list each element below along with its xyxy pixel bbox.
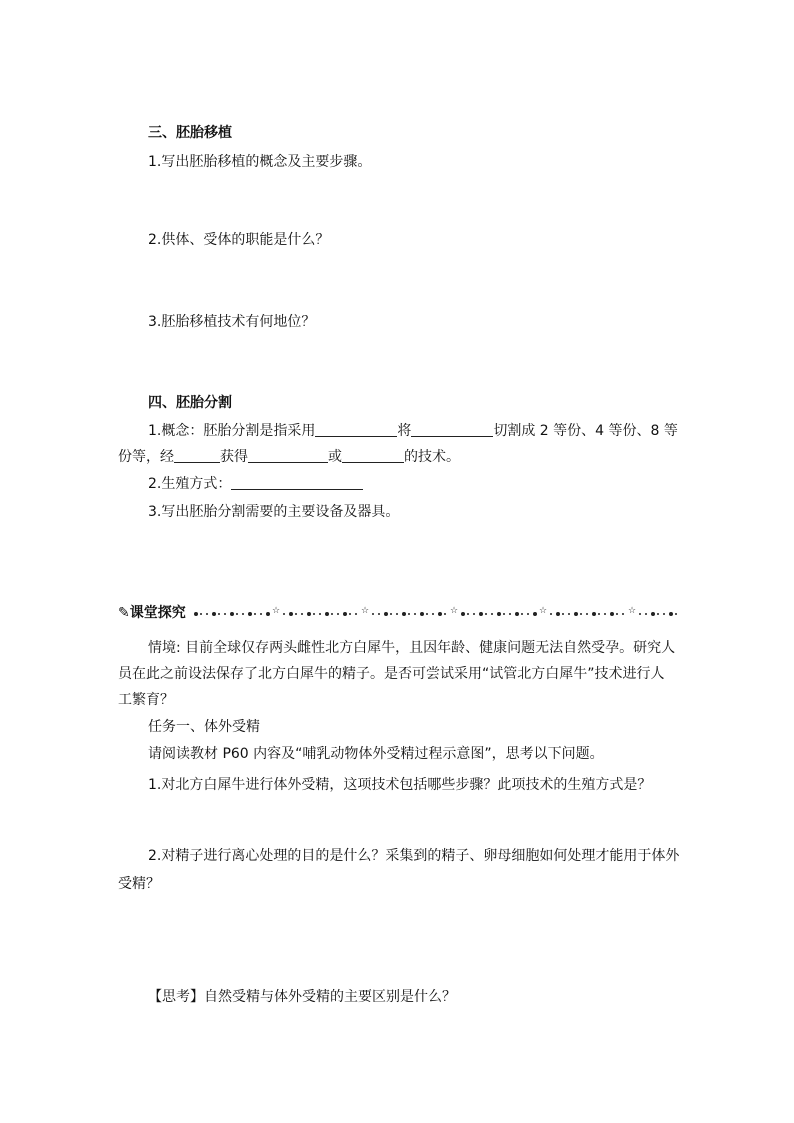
rule-dot-small <box>562 613 564 615</box>
rule-dot-small <box>200 613 202 615</box>
concept-text-a: 1.概念：胚胎分割是指采用 <box>148 423 316 439</box>
rule-dot-small <box>337 613 339 615</box>
rule-dot-small <box>491 613 493 615</box>
rule-dot-small <box>426 613 428 615</box>
concept-text-e: 获得 <box>220 449 248 465</box>
rule-dot-small <box>206 613 208 615</box>
concept-text-d: 份等，经 <box>118 449 174 465</box>
fill-blank-5[interactable] <box>342 448 404 463</box>
rule-dot-small <box>616 613 618 615</box>
rule-dot-small <box>331 613 333 615</box>
rule-dot <box>384 612 388 616</box>
rule-dot <box>574 612 578 616</box>
task-question-2-line-2: 受精？ <box>118 876 160 892</box>
question-1: 1.写出胚胎移植的概念及主要步骤。 <box>148 154 372 170</box>
scenario-line-1: 情境: 目前全球仅存两头雌性北方白犀牛，且因年龄、健康问题无法自然受孕。研究人 <box>148 640 676 656</box>
rule-dot-small <box>408 613 410 615</box>
rule-dot-small <box>301 613 303 615</box>
section-heading-embryo-splitting: 四、胚胎分割 <box>148 395 232 411</box>
rule-dot <box>420 612 424 616</box>
rule-dot-small <box>236 613 238 615</box>
section-heading-embryo-transfer: 三、胚胎移植 <box>148 125 232 141</box>
rule-dot-small <box>319 613 321 615</box>
rule-dot <box>343 612 347 616</box>
rule-dot-small <box>313 613 315 615</box>
scenario-line-2: 员在此之前设法保存了北方白犀牛的精子。是否可尝试采用“试管北方白犀牛”技术进行人 <box>118 666 665 682</box>
rule-dot-small <box>218 613 220 615</box>
concept-text-g: 的技术。 <box>404 449 460 465</box>
section-separator <box>118 604 678 624</box>
rule-dot-small <box>580 613 582 615</box>
rule-dot-small <box>414 613 416 615</box>
rule-dot-small <box>645 613 647 615</box>
rule-dot-small <box>260 613 262 615</box>
rule-dot <box>212 612 216 616</box>
rule-dot-small <box>372 613 374 615</box>
question-2: 2.供体、受体的职能是什么？ <box>148 232 330 248</box>
rule-dot-small <box>444 613 446 615</box>
star-icon: ☆ <box>272 606 281 616</box>
rule-dot <box>325 612 329 616</box>
question-3: 3.胚胎移植技术有何地位？ <box>148 314 316 330</box>
rule-dot-small <box>355 613 357 615</box>
concept-text-b: 将 <box>397 423 412 439</box>
rule-dot <box>610 612 614 616</box>
rule-dot <box>230 612 234 616</box>
rule-dot <box>556 612 560 616</box>
rule-dot-small <box>586 613 588 615</box>
rule-dot <box>248 612 252 616</box>
pen-icon: ✎ <box>118 605 130 621</box>
rule-dot-small <box>396 613 398 615</box>
concept-text-c: 切割成 2 等份、4 等份、8 等 <box>493 423 678 439</box>
rule-dot <box>461 612 465 616</box>
rule-dot <box>307 612 311 616</box>
rule-dot <box>402 612 406 616</box>
rule-dot-small <box>254 613 256 615</box>
rule-dot-small <box>521 613 523 615</box>
rule-dot-small <box>283 613 285 615</box>
explore-title-text: 课堂探究 <box>129 605 186 621</box>
star-icon: ☆ <box>450 606 459 616</box>
rule-dot-small <box>598 613 600 615</box>
think-prompt: 【思考】自然受精与体外受精的主要区别是什么？ <box>148 989 456 1005</box>
rule-dot-small <box>509 613 511 615</box>
rule-dot-small <box>224 613 226 615</box>
rule-dot-small <box>390 613 392 615</box>
star-icon: ☆ <box>361 606 370 616</box>
task-heading: 任务一、体外受精 <box>148 719 260 735</box>
fill-blank-1[interactable] <box>315 422 397 437</box>
rule-dot <box>266 612 270 616</box>
rule-dot <box>592 612 596 616</box>
concept-line-2 <box>118 447 460 467</box>
task-question-1: 1.对北方白犀牛进行体外受精，这项技术包括哪些步骤？此项技术的生殖方式是？ <box>148 777 652 793</box>
rule-dot-small <box>242 613 244 615</box>
reading-instruction: 请阅读教材 P60 内容及“哺乳动物体外受精过程示意图”，思考以下问题。 <box>148 746 604 762</box>
rule-dot-small <box>568 613 570 615</box>
fill-blank-6[interactable] <box>231 475 363 490</box>
rule-dot-small <box>604 613 606 615</box>
rule-dot-small <box>349 613 351 615</box>
rule-dot <box>479 612 483 616</box>
fill-blank-2[interactable] <box>411 422 493 437</box>
star-icon: ☆ <box>628 606 637 616</box>
concept-text-f: 或 <box>328 449 342 465</box>
question-equipment: 3.写出胚胎分割需要的主要设备及器具。 <box>148 504 400 520</box>
rule-dot <box>194 612 198 616</box>
rule-dot-small <box>527 613 529 615</box>
rule-dot-small <box>657 613 659 615</box>
rule-dot-small <box>378 613 380 615</box>
rule-dot-small <box>473 613 475 615</box>
reproduction-mode-label: 2.生殖方式： <box>148 476 232 492</box>
rule-dot-small <box>467 613 469 615</box>
rule-dot-small <box>295 613 297 615</box>
rule-dot <box>533 612 537 616</box>
explore-title <box>118 604 186 622</box>
fill-blank-3[interactable] <box>174 448 220 463</box>
rule-dot-small <box>503 613 505 615</box>
rule-dot-small <box>663 613 665 615</box>
rule-dot <box>497 612 501 616</box>
rule-dot-small <box>550 613 552 615</box>
rule-dot-small <box>622 613 624 615</box>
scenario-line-3: 工繁育？ <box>118 692 174 708</box>
dotted-rule <box>194 606 676 616</box>
fill-blank-4[interactable] <box>248 448 328 463</box>
rule-dot-small <box>432 613 434 615</box>
rule-dot-small <box>675 613 677 615</box>
rule-dot <box>651 612 655 616</box>
task-question-2-line-1: 2.对精子进行离心处理的目的是什么？采集到的精子、卵母细胞如何处理才能用于体外 <box>148 848 680 864</box>
rule-dot <box>289 612 293 616</box>
rule-dot <box>515 612 519 616</box>
rule-dot <box>438 612 442 616</box>
concept-line-1 <box>148 421 678 441</box>
star-icon: ☆ <box>539 606 548 616</box>
rule-dot-small <box>639 613 641 615</box>
reproduction-mode-line <box>148 474 363 494</box>
rule-dot-small <box>485 613 487 615</box>
rule-dot <box>669 612 673 616</box>
